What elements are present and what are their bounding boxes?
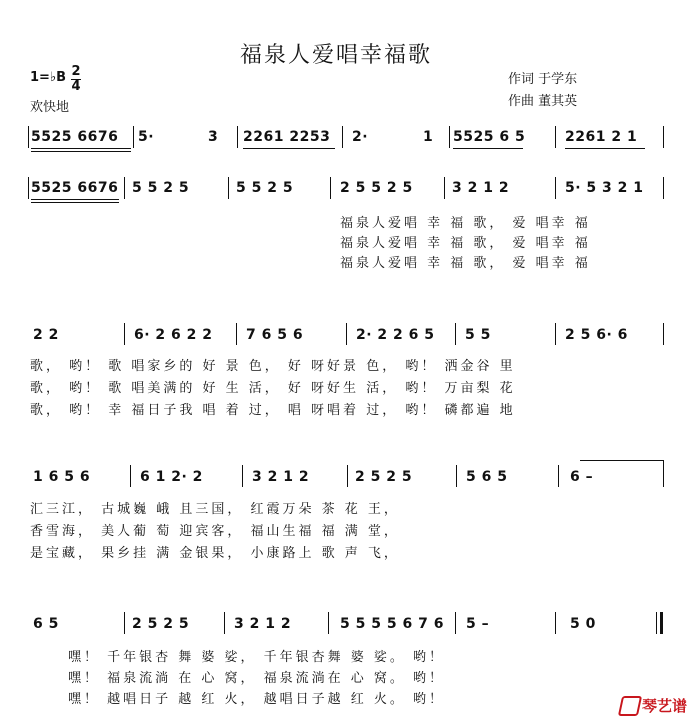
watermark-text: 琴艺谱	[642, 697, 688, 715]
lyric-line: 是宝藏， 果乡挂 满 金银果， 小康路上 歌 声 飞，	[30, 546, 400, 561]
barline	[663, 177, 664, 199]
barline	[449, 126, 450, 148]
barline	[124, 323, 125, 345]
measure-notes: 5 6 5	[466, 469, 508, 485]
measure-notes: 2261 2 1	[565, 129, 638, 145]
barline	[455, 612, 456, 634]
tie-line	[580, 460, 664, 461]
measure-notes: 2 5 2 5	[132, 616, 190, 632]
measure-notes: 6 –	[570, 469, 594, 485]
underline-beam	[31, 151, 131, 152]
repeat-end-thick-barline	[660, 612, 663, 634]
barline	[555, 612, 556, 634]
lyric-line: 歌， 哟！ 歌 唱家乡的 好 景 色， 好 呀好景 色， 哟！ 洒金谷 里	[30, 359, 516, 374]
barline	[242, 465, 243, 487]
barline	[558, 465, 559, 487]
barline	[555, 323, 556, 345]
measure-notes: 2 2	[33, 327, 59, 343]
measure-notes: 5525 6676	[31, 129, 119, 145]
measure-notes: 5 0	[570, 616, 596, 632]
measure-notes: 2 5 5 2 5	[340, 180, 413, 196]
barline	[456, 465, 457, 487]
lyric-line: 歌， 哟！ 歌 唱美满的 好 生 活， 好 呀好生 活， 哟！ 万亩梨 花	[30, 381, 516, 396]
measure-notes: 1	[423, 129, 434, 145]
measure-notes: 5 5 2 5	[236, 180, 294, 196]
repeat-end-thin-barline	[656, 612, 657, 634]
barline	[663, 460, 664, 487]
composer-credit: 作曲 董其英	[508, 94, 578, 109]
measure-notes: 2 5 6· 6	[565, 327, 628, 343]
lyric-line: 福泉人爱唱 幸 福 歌， 爱 唱幸 福	[340, 236, 591, 251]
measure-notes: 5525 6676	[31, 180, 119, 196]
barline	[237, 126, 238, 148]
barline	[330, 177, 331, 199]
measure-notes: 2261 2253	[243, 129, 331, 145]
lyric-line: 香雪海， 美人葡 萄 迎宾客， 福山生福 福 满 堂，	[30, 524, 400, 539]
measure-notes: 6· 2 6 2 2	[134, 327, 213, 343]
barline	[236, 323, 237, 345]
barline	[328, 612, 329, 634]
underline-beam	[453, 148, 523, 149]
measure-notes: 3	[208, 129, 219, 145]
measure-notes: 1 6 5 6	[33, 469, 91, 485]
barline	[455, 323, 456, 345]
measure-notes: 5·	[138, 129, 155, 145]
measure-notes: 5· 5 3 2 1	[565, 180, 644, 196]
lyricist-credit: 作词 于学东	[508, 72, 578, 87]
barline	[347, 465, 348, 487]
barline	[133, 126, 134, 148]
underline-beam	[31, 199, 119, 200]
barline	[663, 126, 664, 148]
watermark-logo-icon	[618, 696, 642, 716]
lyric-line: 嘿！ 福泉流淌 在 心 窝， 福泉流淌在 心 窝。 哟！	[68, 671, 446, 686]
barline	[124, 612, 125, 634]
barline	[444, 177, 445, 199]
measure-notes: 5 –	[466, 616, 490, 632]
barline	[663, 323, 664, 345]
lyric-line: 福泉人爱唱 幸 福 歌， 爱 唱幸 福	[340, 256, 591, 271]
time-signature-bottom: 4	[71, 79, 81, 94]
measure-notes: 5 5 2 5	[132, 180, 190, 196]
measure-notes: 2· 2 2 6 5	[356, 327, 435, 343]
barline	[124, 177, 125, 199]
barline	[224, 612, 225, 634]
lyric-line: 汇三江， 古城巍 峨 且三国， 红霞万朵 茶 花 王，	[30, 502, 400, 517]
measure-notes: 6 1 2· 2	[140, 469, 203, 485]
underline-beam	[31, 202, 119, 203]
underline-beam	[243, 148, 335, 149]
barline	[228, 177, 229, 199]
underline-beam	[31, 148, 131, 149]
barline	[130, 465, 131, 487]
lyric-line: 福泉人爱唱 幸 福 歌， 爱 唱幸 福	[340, 216, 591, 231]
measure-notes: 3 2 1 2	[252, 469, 310, 485]
barline	[555, 126, 556, 148]
barline	[342, 126, 343, 148]
song-title: 福泉人爱唱幸福歌	[240, 43, 433, 68]
key-signature: 1=♭B	[30, 70, 66, 85]
measure-notes: 5525 6 5	[453, 129, 526, 145]
barline	[28, 177, 29, 199]
underline-beam	[565, 148, 645, 149]
time-signature-top: 2	[71, 64, 81, 79]
measure-notes: 5 5	[465, 327, 491, 343]
measure-notes: 6 5	[33, 616, 59, 632]
measure-notes: 2 5 2 5	[355, 469, 413, 485]
measure-notes: 3 2 1 2	[452, 180, 510, 196]
barline	[346, 323, 347, 345]
barline	[28, 126, 29, 148]
measure-notes: 2·	[352, 129, 369, 145]
lyric-line: 嘿！ 越唱日子 越 红 火， 越唱日子越 红 火。 哟！	[68, 692, 446, 707]
measure-notes: 7 6 5 6	[246, 327, 304, 343]
tempo-marking: 欢快地	[30, 100, 70, 115]
barline	[555, 177, 556, 199]
lyric-line: 嘿！ 千年银杏 舞 婆 娑， 千年银杏舞 婆 娑。 哟！	[68, 650, 446, 665]
measure-notes: 5 5 5 5 6 7 6	[340, 616, 444, 632]
measure-notes: 3 2 1 2	[234, 616, 292, 632]
lyric-line: 歌， 哟！ 幸 福日子我 唱 着 过， 唱 呀唱着 过， 哟！ 磷都遍 地	[30, 403, 516, 418]
